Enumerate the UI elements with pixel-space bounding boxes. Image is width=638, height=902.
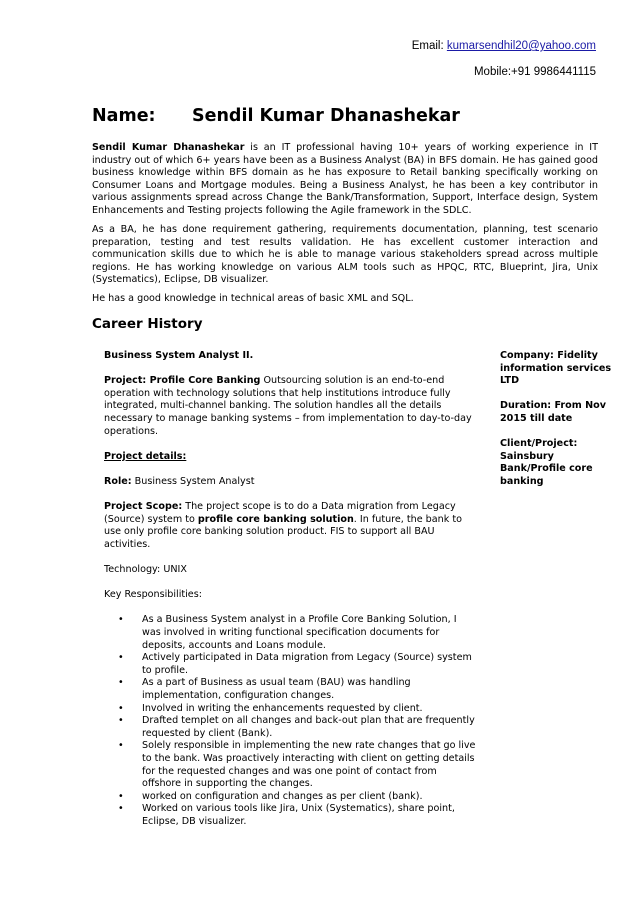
scope-label: Project Scope: [104, 501, 183, 513]
duration: Duration: From Nov 2015 till date [500, 400, 606, 424]
summary-text-1: is an IT professional having 10+ years of working experience in IT industry out of which 6+ years have been as a Business Analyst (BA) in BFS domain. He has gained good business knowledge within BFS domain as he has exposure to Retail banking specifically working on Consumer Loans and Mortgage modules. Being a Business Analyst, he has been a key contributor in various assignments spread across Change the Bank/Transformation, Support, Interface design, System Enhancements and Testing projects following the Agile framework in the SDLC. [92, 142, 598, 216]
client-project: Client/Project: Sainsbury Bank/Profile core banking [500, 438, 593, 487]
role-label: Role: [104, 475, 132, 487]
list-item: • Drafted templet on all changes and back-out plan that are frequently requested by client (Bank). [104, 715, 476, 740]
list-item: • worked on configuration and changes as per client (bank). [104, 791, 476, 804]
summary-paragraph-3: He has a good knowledge in technical areas of basic XML and SQL. [92, 293, 414, 304]
list-item: • Actively participated in Data migration from Legacy (Source) system to profile. [104, 652, 476, 677]
summary-name: Sendil Kumar Dhanashekar [92, 142, 245, 153]
email-link[interactable]: kumarsendhil20@yahoo.com [446, 40, 596, 52]
scope-text-1: The project scope is to do a Data migration from Legacy (Source) system to [104, 501, 456, 525]
mobile-number: +91 9986441115 [511, 66, 596, 78]
summary-paragraph-1 [92, 142, 598, 218]
responsibilities-list [104, 614, 476, 828]
project-scope [104, 501, 476, 551]
technology-line: Technology: UNIX [104, 564, 187, 576]
email-line [412, 40, 596, 52]
career-history-heading: Career History [92, 316, 203, 332]
email-label: Email: [411, 40, 444, 52]
project-details-label: Project details: [104, 450, 187, 462]
career-details [104, 350, 476, 829]
scope-text-2: . In future, the bank to use only profile core banking solution product. FIS to support all BAU activities. [104, 513, 462, 550]
list-item: • As a Business System analyst in a Profile Core Banking Solution, I was involved in writing functional specification documents for deposits, accounts and Loans module. [104, 614, 476, 652]
project-label: Project: Profile Core Banking [104, 375, 261, 387]
company: Company: Fidelity information services LTD [500, 350, 612, 387]
mobile-label: Mobile: [473, 66, 512, 78]
mobile-line [474, 66, 596, 78]
role-title: Business System Analyst II. [104, 350, 254, 361]
list-item: • As a part of Business as usual team (BAU) was handling implementation, configuration changes. [104, 677, 476, 702]
job-summary-sidebar [500, 350, 618, 501]
role-value: Business System Analyst [131, 475, 255, 487]
project-paragraph [104, 375, 476, 438]
role-line [104, 476, 476, 489]
project-description: Outsourcing solution is an end-to-end operation with technology solutions that help institutions introduce fully integrated, multi-channel banking. The solution handles all the details necessary to manage banking systems – from implementation to day-to-day operations. [104, 375, 472, 437]
scope-bold: profile core banking solution [197, 513, 354, 525]
list-item: • Involved in writing the enhancements requested by client. [104, 703, 476, 716]
name-heading [92, 106, 460, 126]
summary-paragraph-2: As a BA, he has done requirement gathering, requirements documentation, planning, test scenario preparation, testing and test results validation. He has excellent customer interaction and communication skills due to which he is able to manage various stakeholders spread across multiple regions. He has working knowledge on various ALM tools such as HPQC, RTC, Blueprint, Jira, Unix (Systematics), Eclipse, DB visualizer. [92, 224, 598, 286]
name-label: Name: [92, 106, 156, 126]
list-item: • Solely responsible in implementing the new rate changes that go live to the bank. Was proactively interacting with client on getting details for the requested changes and was one point of contact from offshore in supporting the changes. [104, 740, 476, 790]
full-name: Sendil Kumar Dhanashekar [192, 106, 460, 126]
list-item: • Worked on various tools like Jira, Unix (Systematics), share point, Eclipse, DB visualizer. [104, 803, 476, 828]
key-responsibilities-label: Key Responsibilities: [104, 589, 202, 601]
